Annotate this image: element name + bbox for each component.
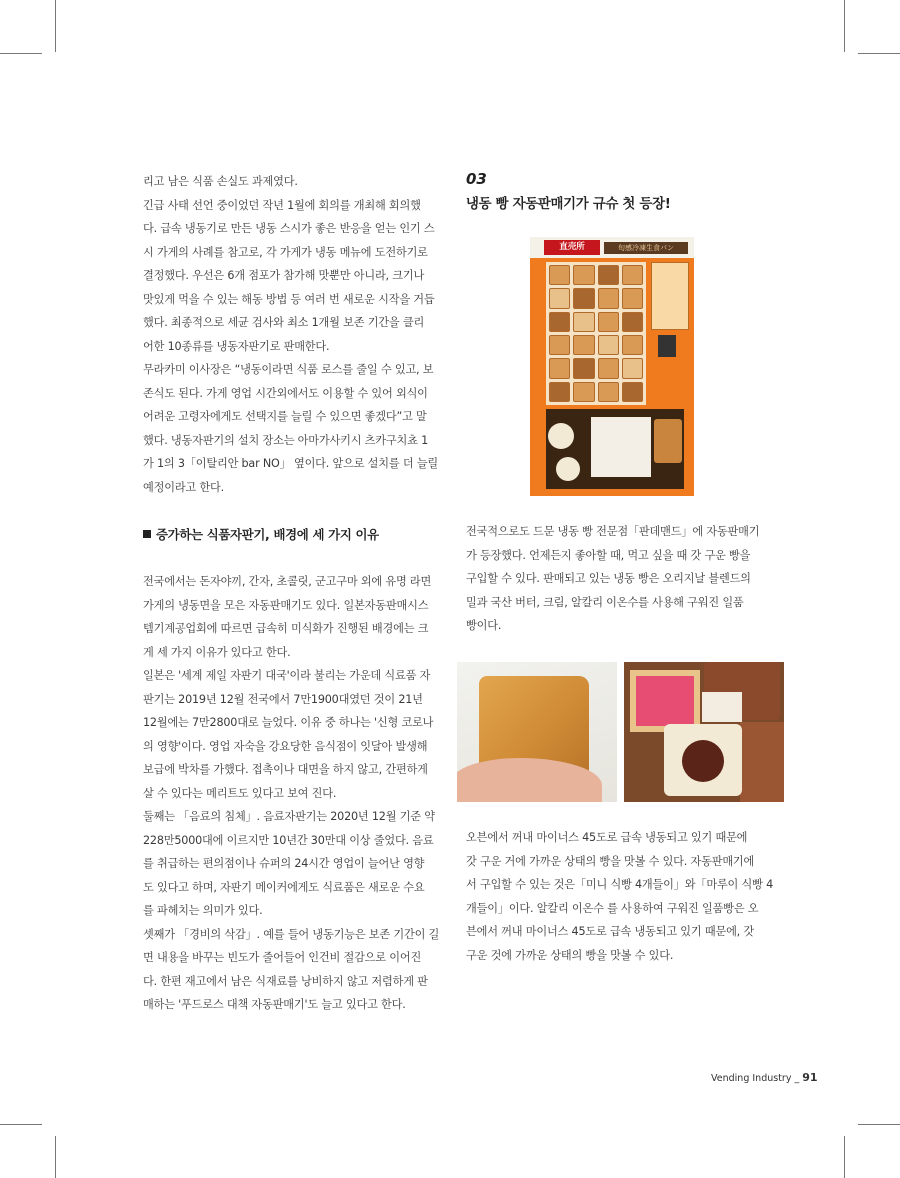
text-line: 템기계공업회에 따르면 급속히 미식화가 진행된 배경에는 크 <box>143 622 429 635</box>
crop-mark <box>858 1124 900 1125</box>
text-line: 셋째가 「경비의 삭감」. 예를 들어 냉동기능은 보존 기간이 길 <box>143 927 440 941</box>
article-paragraph <box>466 520 762 638</box>
text-line: 무라카미 이사장은 “냉동이라면 식품 로스를 줄일 수 있고, 보 <box>143 363 434 376</box>
text-line: 리고 남은 식품 손실도 과제였다. <box>143 175 298 188</box>
section-title: 냉동 빵 자동판매기가 규슈 첫 등장! <box>466 197 671 212</box>
text-line: 구입할 수 있다. 판매되고 있는 냉동 빵은 오리지날 블렌드의 <box>466 572 751 585</box>
section-number: 03 <box>466 170 487 188</box>
article-paragraph <box>143 664 436 805</box>
text-line: 전국적으로도 드문 냉동 빵 전문점「판데맨드」에 자동판매기 <box>466 525 760 538</box>
text-line: 가 등장했다. 언제든지 좋아할 때, 먹고 싶을 때 갓 구운 빵을 <box>466 548 751 562</box>
text-line: 매하는 '푸드로스 대책 자동판매기'도 늘고 있다고 한다. <box>143 998 406 1011</box>
text-line: 면 내용을 바꾸는 빈도가 줄어들어 인건비 절감으로 이어진 <box>143 951 422 964</box>
product-grid <box>546 262 646 405</box>
text-line: 어려운 고령자에게도 선택지를 늘릴 수 있으면 좋겠다”고 말 <box>143 410 427 423</box>
page-footer <box>711 1071 818 1084</box>
text-line: 판기는 2019년 12월 전국에서 7만1900대였던 것이 21년 <box>143 692 423 706</box>
text-line: 둘째는 「음료의 침체」. 음료자판기는 2020년 12월 기준 약 <box>143 810 435 823</box>
right-column-body-1 <box>466 520 762 638</box>
magazine-name: Vending Industry _ <box>711 1073 800 1084</box>
crop-mark <box>0 53 42 54</box>
right-column-body-2 <box>466 826 774 967</box>
text-line: 전국에서는 돈자야끼, 간자, 초콜릿, 군고구마 외에 유명 라면 <box>143 575 432 588</box>
page-number: 91 <box>802 1071 818 1084</box>
article-paragraph <box>466 826 774 967</box>
text-line: 살 수 있다는 메리트도 있다고 보여 진다. <box>143 786 337 800</box>
section-heading <box>143 525 436 543</box>
text-line: 일본은 '세계 제일 자판기 대국'이라 불리는 가운데 식료품 자 <box>143 669 431 682</box>
crop-mark <box>55 1136 56 1178</box>
article-paragraph <box>143 358 439 499</box>
text-line: 예정이라고 한다. <box>143 480 224 494</box>
text-line: 12월에는 7만2800대로 늘었다. 이유 중 하나는 '신형 코로나 <box>143 716 434 729</box>
left-column <box>143 170 440 1017</box>
text-line: 긴급 사태 선언 중이었던 작년 1월에 회의를 개최해 회의했 <box>143 198 421 212</box>
text-line: 의 영향'이다. 영업 자숙을 강요당한 음식점이 잇달아 발생해 <box>143 739 428 753</box>
machine-banner-text: 旬感冷凍生食パン <box>604 242 688 254</box>
crop-mark <box>844 1136 845 1178</box>
text-line: 개들이」이다. 알칼리 이온수 를 사용하여 구워진 일품빵은 오 <box>466 901 759 915</box>
text-line: 갓 구운 거에 가까운 상태의 빵을 맛볼 수 있다. 자동판매기에 <box>466 854 755 868</box>
text-line: 했다. 냉동자판기의 설치 장소는 아마가사키시 츠카구치쵸 1 <box>143 433 428 447</box>
text-line: 228만5000대에 이르지만 10년간 30만대 이상 줄었다. 음료 <box>143 833 434 847</box>
machine-side-panel <box>651 262 689 330</box>
text-line: 다. 한편 재고에서 남은 식재료를 낭비하지 않고 저렴하게 판 <box>143 974 428 988</box>
text-line: 맛있게 먹을 수 있는 해동 방법 등 여러 번 새로운 시작을 거듭 <box>143 292 435 306</box>
text-line: 밀과 국산 버터, 크림, 알칼리 이온수를 사용해 구워진 일품 <box>466 595 744 609</box>
text-line: 보급에 박차를 가했다. 접촉이나 대면을 하지 않고, 간편하게 <box>143 763 428 776</box>
crop-mark <box>858 53 900 54</box>
text-line: 빵이다. <box>466 619 502 632</box>
text-line: 가 1의 3「이탈리안 bar NO」 옆이다. 앞으로 설치를 더 늘릴 <box>143 457 439 470</box>
text-line: 오븐에서 꺼내 마이너스 45도로 급속 냉동되고 있기 때문에 <box>466 831 748 844</box>
text-line: 했다. 최종적으로 세균 검사와 최소 1개월 보존 기간을 클리 <box>143 316 425 329</box>
machine-screen <box>658 335 676 357</box>
text-line: 존식도 된다. 가게 영업 시간외에서도 이용할 수 있어 외식이 <box>143 386 428 400</box>
text-line: 를 파헤치는 의미가 있다. <box>143 904 263 917</box>
text-line: 시 가게의 사례를 참고로, 각 가게가 냉동 메뉴에 도전하기로 <box>143 245 428 259</box>
text-line: 븐에서 꺼내 마이너스 45도로 급속 냉동되고 있기 때문에, 갓 <box>466 925 755 938</box>
text-line: 다. 급속 냉동기로 만든 냉동 스시가 좋은 반응을 얻는 인기 스 <box>143 222 435 235</box>
machine-lower-panel <box>546 409 684 489</box>
text-line: 결정했다. 우선은 6개 점포가 참가해 맛뿐만 아니라, 크기나 <box>143 269 425 282</box>
article-paragraph <box>143 805 436 923</box>
crop-mark <box>0 1124 42 1125</box>
crop-mark <box>55 0 56 52</box>
text-line: 도 있다고 하며, 자판기 메이커에게도 식료품은 새로운 수요 <box>143 880 425 894</box>
right-column <box>466 170 762 212</box>
bread-variety-photo <box>624 662 784 802</box>
bread-cube-photo <box>457 662 617 802</box>
machine-red-label: 直売所 <box>544 240 600 255</box>
text-line: 게 세 가지 이유가 있다고 한다. <box>143 645 291 659</box>
article-paragraph <box>143 170 436 358</box>
article-paragraph <box>143 570 436 664</box>
text-line: 를 취급하는 편의점이나 슈퍼의 24시간 영업이 늘어난 영향 <box>143 857 425 870</box>
section-heading-text: 증가하는 식품자판기, 배경에 세 가지 이유 <box>156 527 379 542</box>
vending-machine-photo <box>530 237 694 496</box>
square-bullet-icon <box>143 530 151 538</box>
text-line: 서 구입할 수 있는 것은「미니 식빵 4개들이」와「마루이 식빵 4 <box>466 878 774 891</box>
crop-mark <box>844 0 845 52</box>
text-line: 어한 10종류를 냉동자판기로 판매한다. <box>143 339 330 353</box>
article-paragraph <box>143 923 440 1017</box>
text-line: 가게의 냉동면을 모은 자동판매기도 있다. 일본자동판매시스 <box>143 598 429 612</box>
text-line: 구운 것에 가까운 상태의 빵을 맛볼 수 있다. <box>466 948 674 962</box>
